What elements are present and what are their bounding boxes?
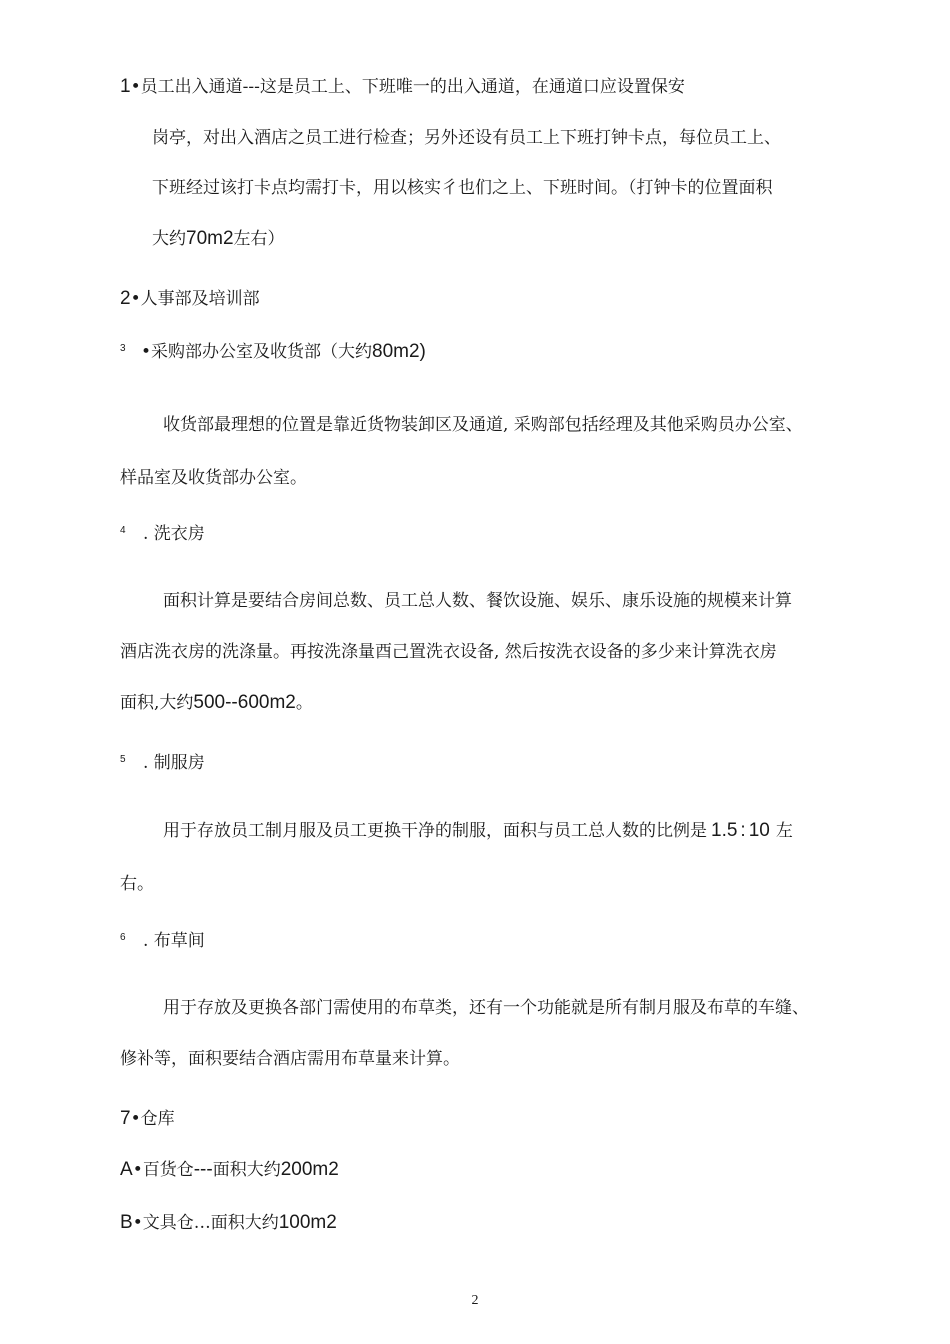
item-6-para-line-1: 用于存放及更换各部门需使用的布草类，还有一个功能就是所有制月服及布草的车缝、 (163, 998, 809, 1018)
item-3-title: •采购部办公室及收货部（大约 (141, 342, 373, 362)
item-1-line-2: 岗亭，对出入酒店之员工进行检查；另外还设有员工上下班打钟卡点，每位员工上、 (152, 128, 781, 148)
item-5-para-line-1 (163, 819, 793, 843)
item-1-area-value: 70m2 (186, 228, 234, 249)
sub-item-a (120, 1158, 339, 1182)
item-5-ratio-prefix: 用于存放员工制月服及员工更换干净的制服，面积与员工总人数的比例是 (163, 821, 707, 841)
item-3-heading (141, 340, 426, 364)
item-3-para-line-2: 样品室及收货部办公室。 (120, 468, 307, 488)
item-6-heading: . 布草间 (143, 931, 205, 951)
sub-item-b-dots: … (193, 1213, 211, 1233)
item-6-para-line-2: 修补等，面积要结合酒店需用布草量来计算。 (120, 1049, 460, 1069)
item-4-area-value: 500--600m2 (193, 692, 296, 713)
sub-item-b-area: 100m2 (278, 1212, 337, 1233)
item-1-area-prefix: 大约 (152, 229, 186, 249)
item-4-para-line-2: 酒店洗衣房的洗涤量。再按洗涤量酉己置洗衣设备, 然后按洗衣设备的多少来计算洗衣房 (120, 642, 777, 662)
sub-item-b-area-prefix: 面积大约 (210, 1213, 279, 1233)
item-5-ratio-suffix: 左 (775, 821, 793, 841)
item-2-title: •人事部及培训部 (130, 289, 260, 309)
item-1-title: •员工出入通道---这是员工上、下班唯一的出入通道，在通道口应设置保安 (130, 77, 685, 97)
item-4-para-line-3 (120, 691, 313, 715)
item-1-line-1 (120, 75, 685, 99)
item-5-ratio-colon: : (740, 820, 746, 841)
item-6-number: 6 (120, 932, 126, 943)
sub-item-b-label: B (120, 1212, 133, 1233)
item-4-heading: . 洗衣房 (143, 524, 205, 544)
sub-item-a-label: A (120, 1159, 133, 1180)
item-4-area-prefix: 面积,大约 (120, 693, 194, 713)
item-1-number: 1 (120, 76, 131, 97)
item-5-ratio-a: 1.5 (711, 820, 738, 841)
item-2-heading (120, 287, 260, 311)
item-5-ratio-b: 10 (748, 820, 770, 841)
item-3-number: 3 (120, 343, 126, 354)
item-7-heading (120, 1107, 175, 1131)
item-3-para-line-1: 收货部最理想的位置是靠近货物装卸区及通道, 采购部包括经理及其他采购员办公室、 (163, 415, 803, 435)
item-7-number: 7 (120, 1108, 131, 1129)
item-4-area-suffix: 。 (295, 693, 313, 713)
item-4-para-line-1: 面积计算是要结合房间总数、员工总人数、餐饮设施、娱乐、康乐设施的规模来计算 (163, 591, 792, 611)
sub-item-b-title: •文具仓 (132, 1213, 194, 1233)
item-2-number: 2 (120, 288, 131, 309)
page-number: 2 (471, 1293, 479, 1308)
item-5-para-line-2: 右。 (120, 874, 154, 894)
sub-item-b (120, 1211, 337, 1235)
item-7-title: •仓库 (130, 1109, 175, 1129)
sub-item-a-dash: --- (193, 1159, 213, 1180)
sub-item-a-area-prefix: 面积大约 (212, 1160, 281, 1180)
sub-item-a-area: 200m2 (280, 1159, 339, 1180)
sub-item-a-title: •百货仓 (132, 1160, 194, 1180)
item-5-heading: . 制服房 (143, 753, 205, 773)
item-4-number: 4 (120, 525, 126, 536)
item-5-number: 5 (120, 754, 126, 765)
item-1-area-suffix: 左右） (233, 229, 285, 249)
item-1-line-4 (152, 227, 285, 251)
item-3-area: 80m2) (372, 341, 426, 362)
item-1-line-3: 下班经过该打卡点均需打卡，用以核实彳也们之上、下班时间。（打钟卡的位置面积 (152, 178, 773, 198)
